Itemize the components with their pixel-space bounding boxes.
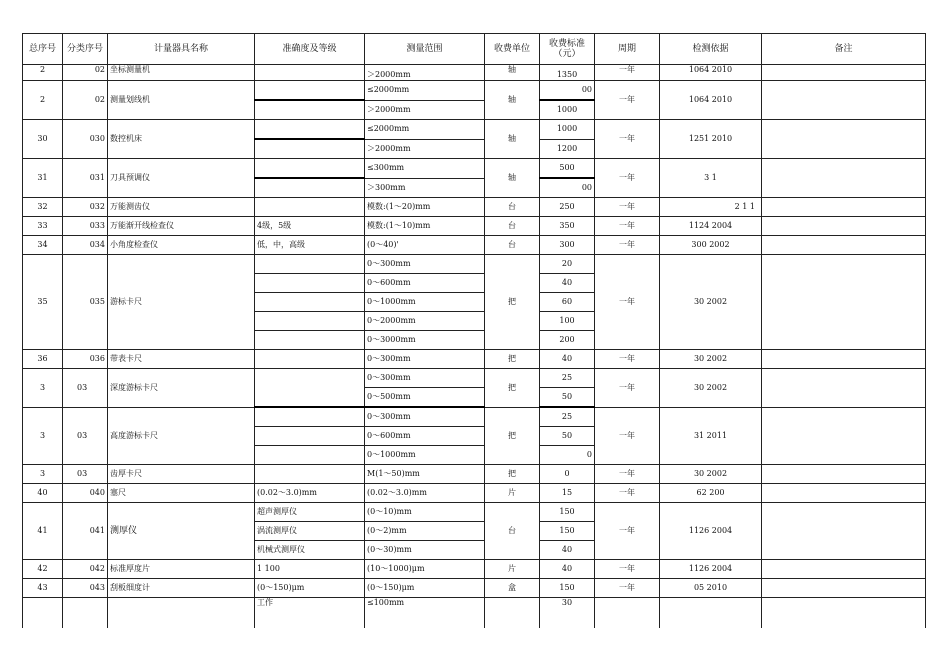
fee-schedule-sheet xyxy=(22,33,925,628)
cell-range: (0～150)μm xyxy=(365,579,485,598)
cell-cycle: 一年 xyxy=(595,465,660,484)
cell-basis xyxy=(660,598,762,629)
table-row xyxy=(23,560,926,579)
cell-remarks xyxy=(762,560,926,579)
cell-range: (0～30)mm xyxy=(365,541,485,560)
cell-name: 塞尺 xyxy=(108,484,255,503)
cell-fee: 150 xyxy=(540,522,595,541)
cell-accuracy xyxy=(255,198,365,217)
cell-basis: 1064 2010 xyxy=(660,81,762,120)
cell-cat xyxy=(63,598,108,629)
cell-remarks xyxy=(762,198,926,217)
cell-fee: 40 xyxy=(540,541,595,560)
cell-range: (0～2)mm xyxy=(365,522,485,541)
cell-basis: 2 1 1 xyxy=(660,198,762,217)
table-row xyxy=(23,81,926,101)
cell-cat: 040 xyxy=(63,484,108,503)
cell-remarks xyxy=(762,236,926,255)
cell-accuracy: 1 100 xyxy=(255,560,365,579)
cell-range: 0～1000mm xyxy=(365,446,485,465)
table-row xyxy=(23,350,926,369)
cell-remarks xyxy=(762,503,926,560)
cell-fee: 25 xyxy=(540,369,595,388)
cell-fee: 40 xyxy=(540,274,595,293)
cell-name: 小角度检查仪 xyxy=(108,236,255,255)
cell-accuracy: 超声测厚仪 xyxy=(255,503,365,522)
cell-basis: 30 2002 xyxy=(660,255,762,350)
table-row xyxy=(23,120,926,140)
cell-fee: 250 xyxy=(540,198,595,217)
cell-range: ≤2000mm xyxy=(365,120,485,140)
cell-fee: 50 xyxy=(540,388,595,408)
cell-cat: 03 xyxy=(63,407,108,465)
cell-fee: 0 xyxy=(540,465,595,484)
cell-accuracy xyxy=(255,407,365,427)
cell-cycle: 一年 xyxy=(595,120,660,159)
cell-range: (0～40)' xyxy=(365,236,485,255)
cell-accuracy xyxy=(255,139,365,159)
cell-no: 41 xyxy=(23,503,63,560)
cell-name: 齿厚卡尺 xyxy=(108,465,255,484)
fee-table xyxy=(22,33,926,628)
cell-unit: 把 xyxy=(485,465,540,484)
header-remarks: 备注 xyxy=(762,34,926,65)
cell-accuracy xyxy=(255,100,365,120)
cell-no: 35 xyxy=(23,255,63,350)
cell-accuracy xyxy=(255,350,365,369)
cell-remarks xyxy=(762,159,926,198)
cell-accuracy xyxy=(255,178,365,198)
table-row xyxy=(23,484,926,503)
cell-no: 30 xyxy=(23,120,63,159)
cell-fee: 50 xyxy=(540,427,595,446)
cell-range: 0～600mm xyxy=(365,274,485,293)
cell-unit: 把 xyxy=(485,255,540,350)
cell-range: (0.02～3.0)mm xyxy=(365,484,485,503)
cell-cat: 042 xyxy=(63,560,108,579)
cell-fee: 1000 xyxy=(540,120,595,140)
cell-no: 2 xyxy=(23,81,63,120)
header-row xyxy=(23,34,926,65)
cell-fee: 350 xyxy=(540,217,595,236)
cell-unit: 片 xyxy=(485,560,540,579)
cell-cycle: 一年 xyxy=(595,65,660,81)
cell-range: 0～600mm xyxy=(365,427,485,446)
cell-no: 33 xyxy=(23,217,63,236)
cell-name: 万能测齿仪 xyxy=(108,198,255,217)
cell-no: 2 xyxy=(23,65,63,81)
cell-range: 0～500mm xyxy=(365,388,485,408)
cell-basis: 1126 2004 xyxy=(660,503,762,560)
cell-range: 模数:(1～10)mm xyxy=(365,217,485,236)
cell-name: 标准厚度片 xyxy=(108,560,255,579)
cell-cycle: 一年 xyxy=(595,255,660,350)
cell-cycle: 一年 xyxy=(595,159,660,198)
table-row xyxy=(23,465,926,484)
cell-fee: 00 xyxy=(540,178,595,198)
cell-fee: 150 xyxy=(540,579,595,598)
cell-fee: 300 xyxy=(540,236,595,255)
cell-accuracy: 低，中，高级 xyxy=(255,236,365,255)
cell-fee: 1000 xyxy=(540,100,595,120)
cell-fee: 15 xyxy=(540,484,595,503)
cell-no: 36 xyxy=(23,350,63,369)
cell-cycle: 一年 xyxy=(595,236,660,255)
cell-remarks xyxy=(762,65,926,81)
cell-unit: 轴 xyxy=(485,120,540,159)
cell-fee: 40 xyxy=(540,560,595,579)
cell-basis: 31 2011 xyxy=(660,407,762,465)
cell-no xyxy=(23,598,63,629)
cell-no: 43 xyxy=(23,579,63,598)
cell-basis: 30 2002 xyxy=(660,350,762,369)
cell-accuracy xyxy=(255,65,365,81)
cell-name: 测量划线机 xyxy=(108,81,255,120)
cell-cycle: 一年 xyxy=(595,217,660,236)
cell-range: ≤2000mm xyxy=(365,81,485,101)
cell-range: ≤100mm xyxy=(365,598,485,629)
cell-accuracy xyxy=(255,446,365,465)
cell-accuracy: (0.02～3.0)mm xyxy=(255,484,365,503)
cell-cat: 043 xyxy=(63,579,108,598)
cell-cat: 031 xyxy=(63,159,108,198)
cell-unit: 台 xyxy=(485,236,540,255)
cell-cat: 034 xyxy=(63,236,108,255)
cell-accuracy xyxy=(255,465,365,484)
cell-no: 34 xyxy=(23,236,63,255)
cell-cycle: 一年 xyxy=(595,579,660,598)
header-fee: 收费标准（元） xyxy=(540,34,595,65)
header-cycle: 周期 xyxy=(595,34,660,65)
cell-name: 刀具预调仪 xyxy=(108,159,255,198)
cell-fee: 0 xyxy=(540,446,595,465)
cell-fee: 60 xyxy=(540,293,595,312)
cell-basis: 30 2002 xyxy=(660,369,762,408)
cell-unit: 台 xyxy=(485,217,540,236)
cell-range: (0～10)mm xyxy=(365,503,485,522)
cell-accuracy: 工作 xyxy=(255,598,365,629)
cell-unit: 把 xyxy=(485,407,540,465)
cell-remarks xyxy=(762,350,926,369)
cell-range: (10～1000)μm xyxy=(365,560,485,579)
cell-name: 深度游标卡尺 xyxy=(108,369,255,408)
cell-name: 数控机床 xyxy=(108,120,255,159)
cell-accuracy xyxy=(255,331,365,350)
cell-cycle: 一年 xyxy=(595,350,660,369)
cell-cat: 03 xyxy=(63,465,108,484)
cell-unit: 台 xyxy=(485,503,540,560)
header-range: 测量范围 xyxy=(365,34,485,65)
cell-accuracy: 机械式测厚仪 xyxy=(255,541,365,560)
table-row xyxy=(23,369,926,388)
cell-remarks xyxy=(762,407,926,465)
cell-name: 测厚仪 xyxy=(108,503,255,560)
cell-accuracy xyxy=(255,274,365,293)
header-basis: 检测依据 xyxy=(660,34,762,65)
cell-basis: 1124 2004 xyxy=(660,217,762,236)
cell-unit: 台 xyxy=(485,198,540,217)
table-row xyxy=(23,159,926,179)
header-category-no: 分类序号 xyxy=(63,34,108,65)
cell-no: 31 xyxy=(23,159,63,198)
cell-cat: 033 xyxy=(63,217,108,236)
cell-accuracy xyxy=(255,81,365,101)
cell-range: ＞2000mm xyxy=(365,65,485,81)
cell-range: 0～300mm xyxy=(365,255,485,274)
header-accuracy: 准确度及等级 xyxy=(255,34,365,65)
cell-remarks xyxy=(762,598,926,629)
table-row xyxy=(23,217,926,236)
cell-fee: 40 xyxy=(540,350,595,369)
cell-cat: 035 xyxy=(63,255,108,350)
cell-basis: 1126 2004 xyxy=(660,560,762,579)
cell-basis: 1064 2010 xyxy=(660,65,762,81)
table-row xyxy=(23,407,926,427)
cell-fee: 500 xyxy=(540,159,595,179)
cell-cat: 036 xyxy=(63,350,108,369)
table-row xyxy=(23,579,926,598)
cell-cycle: 一年 xyxy=(595,503,660,560)
table-row xyxy=(23,503,926,522)
cell-accuracy xyxy=(255,369,365,408)
cell-accuracy xyxy=(255,120,365,140)
cell-range: 模数:(1～20)mm xyxy=(365,198,485,217)
cell-fee: 150 xyxy=(540,503,595,522)
cell-accuracy xyxy=(255,312,365,331)
cell-remarks xyxy=(762,217,926,236)
cell-range: M(1～50)mm xyxy=(365,465,485,484)
cell-basis: 05 2010 xyxy=(660,579,762,598)
cell-cycle: 一年 xyxy=(595,198,660,217)
cell-unit: 轴 xyxy=(485,159,540,198)
cell-unit: 把 xyxy=(485,369,540,408)
cell-remarks xyxy=(762,255,926,350)
cell-name: 万能渐开线检查仪 xyxy=(108,217,255,236)
cell-accuracy: 涡流测厚仪 xyxy=(255,522,365,541)
cell-no: 42 xyxy=(23,560,63,579)
cell-fee: 200 xyxy=(540,331,595,350)
cell-name xyxy=(108,598,255,629)
cell-range: ≤300mm xyxy=(365,159,485,179)
cell-accuracy xyxy=(255,159,365,179)
cell-cat: 03 xyxy=(63,369,108,408)
cell-fee: 00 xyxy=(540,81,595,101)
cell-cycle: 一年 xyxy=(595,81,660,120)
cell-no: 3 xyxy=(23,407,63,465)
cell-no: 3 xyxy=(23,465,63,484)
cell-fee: 1350 xyxy=(540,65,595,81)
cell-fee: 1200 xyxy=(540,139,595,159)
cell-unit: 轴 xyxy=(485,65,540,81)
header-total-no: 总序号 xyxy=(23,34,63,65)
cell-range: 0～1000mm xyxy=(365,293,485,312)
cell-basis: 1251 2010 xyxy=(660,120,762,159)
table-row xyxy=(23,236,926,255)
cell-name: 带表卡尺 xyxy=(108,350,255,369)
cell-fee: 25 xyxy=(540,407,595,427)
cell-unit: 片 xyxy=(485,484,540,503)
cell-cat: 032 xyxy=(63,198,108,217)
cell-unit: 盒 xyxy=(485,579,540,598)
cell-cycle: 一年 xyxy=(595,560,660,579)
cell-name: 高度游标卡尺 xyxy=(108,407,255,465)
cell-no: 3 xyxy=(23,369,63,408)
cell-range: ＞300mm xyxy=(365,178,485,198)
cell-cat: 02 xyxy=(63,81,108,120)
cell-no: 32 xyxy=(23,198,63,217)
cell-accuracy: (0～150)μm xyxy=(255,579,365,598)
cell-cycle: 一年 xyxy=(595,407,660,465)
cell-range: 0～300mm xyxy=(365,407,485,427)
cell-basis: 62 200 xyxy=(660,484,762,503)
cell-range: 0～300mm xyxy=(365,350,485,369)
cell-fee: 100 xyxy=(540,312,595,331)
cell-fee: 20 xyxy=(540,255,595,274)
table-row xyxy=(23,598,926,629)
cell-no: 40 xyxy=(23,484,63,503)
cell-range: ＞2000mm xyxy=(365,139,485,159)
cell-name: 坐标测量机 xyxy=(108,65,255,81)
cell-remarks xyxy=(762,465,926,484)
cell-cycle: 一年 xyxy=(595,484,660,503)
cell-remarks xyxy=(762,120,926,159)
cell-basis: 300 2002 xyxy=(660,236,762,255)
cell-accuracy xyxy=(255,293,365,312)
header-instrument-name: 计量器具名称 xyxy=(108,34,255,65)
cell-remarks xyxy=(762,484,926,503)
cell-remarks xyxy=(762,81,926,120)
header-unit: 收费单位 xyxy=(485,34,540,65)
cell-cat: 030 xyxy=(63,120,108,159)
cell-cat: 02 xyxy=(63,65,108,81)
cell-unit: 轴 xyxy=(485,81,540,120)
cell-remarks xyxy=(762,579,926,598)
cell-cat: 041 xyxy=(63,503,108,560)
cell-range: 0～3000mm xyxy=(365,331,485,350)
cell-cycle: 一年 xyxy=(595,369,660,408)
cell-name: 刮板细度计 xyxy=(108,579,255,598)
cell-basis: 3 1 xyxy=(660,159,762,198)
cell-fee: 30 xyxy=(540,598,595,629)
cell-basis: 30 2002 xyxy=(660,465,762,484)
cell-unit xyxy=(485,598,540,629)
cell-cycle xyxy=(595,598,660,629)
cell-unit: 把 xyxy=(485,350,540,369)
table-row xyxy=(23,255,926,274)
cell-accuracy xyxy=(255,427,365,446)
cell-range: ＞2000mm xyxy=(365,100,485,120)
cell-accuracy: 4级，5级 xyxy=(255,217,365,236)
table-row xyxy=(23,198,926,217)
cell-accuracy xyxy=(255,255,365,274)
cell-remarks xyxy=(762,369,926,408)
cell-name: 游标卡尺 xyxy=(108,255,255,350)
cell-range: 0～300mm xyxy=(365,369,485,388)
table-row xyxy=(23,65,926,81)
cell-range: 0～2000mm xyxy=(365,312,485,331)
